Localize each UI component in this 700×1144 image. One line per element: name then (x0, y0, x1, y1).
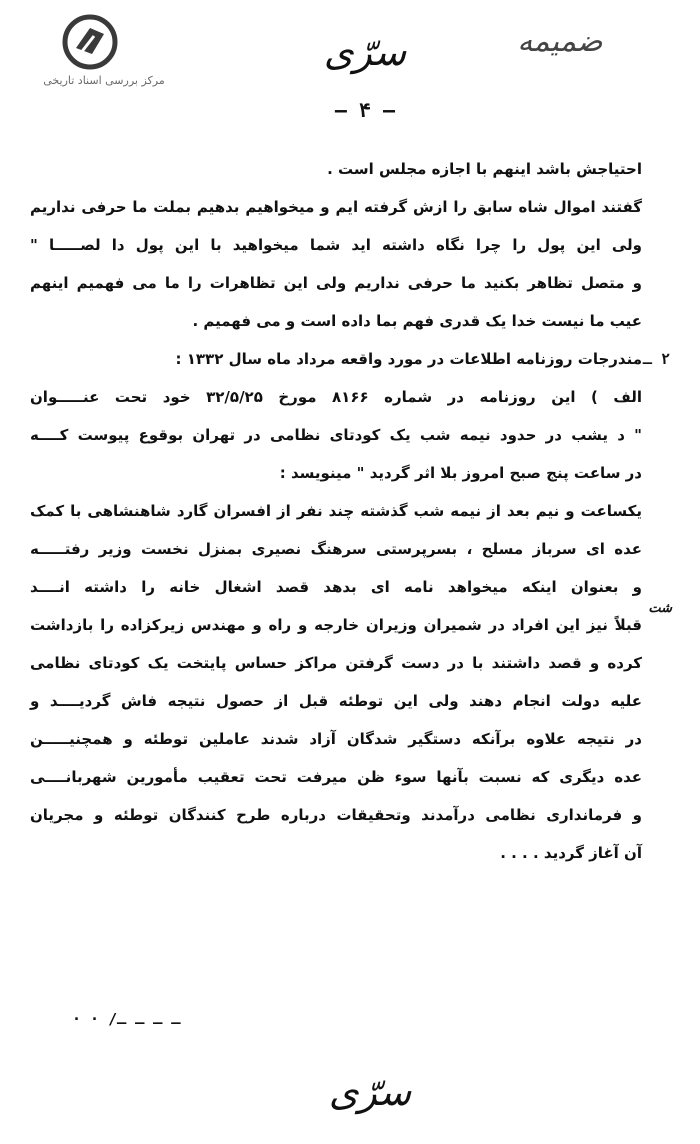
body-line: " د یشب در حدود نیمه شب یک کودتای نظامی در تهران بوقوع پیوست کــــه (30, 426, 642, 444)
trailing-mark: · · /ـ ـ ـ ـ (72, 1010, 181, 1028)
body-line-text: قبلاً نیز این افراد در شمیران وزیران خارجه و راه و مهندس زیرکزاده را بازداشت (30, 616, 642, 634)
document-body (30, 150, 672, 872)
body-line: گفتند اموال شاه سابق را ازش گرفته ایم و میخواهیم بدهیم بملت ما حرفی نداریم (30, 198, 642, 216)
body-line: و بعنوان اینکه میخواهد نامه ای بدهد قصد اشغال خانه را داشته انــــد (30, 578, 642, 596)
body-line: ولی این پول را چرا نگاه داشته اید شما میخواهید با این پول دا لصـــــا " (30, 236, 642, 254)
body-line: عده ای سرباز مسلح ، بسرپرستی سرهنگ نصیری بمنزل نخست وزیر رفتـــــه (30, 540, 642, 558)
body-line-with-margin-note (30, 601, 672, 644)
margin-note: شت (648, 601, 672, 616)
archive-center-logo-icon (62, 14, 118, 70)
classification-stamp-top: سرّی (323, 30, 407, 74)
body-line: یکساعت و نیم بعد از نیمه شب گذشته چند نفر از افسران گارد شاهنشاهی با کمک (30, 502, 642, 520)
body-line: عده دیگری که نسبت بآنها سوء ظن میرفت تحت تعقیب مأمورین شهربانــــی (30, 768, 642, 786)
section-heading: مندرجات روزنامه اطلاعات در مورد واقعه مرداد ماه سال ۱۳۳۲ : (175, 350, 642, 368)
body-line: احتیاجش باشد اینهم با اجازه مجلس است . (327, 160, 642, 178)
body-line: در ساعت پنج صبح امروز بلا اثر گردید " مینویسد : (279, 464, 642, 482)
body-line: علیه دولت انجام دهند ولی این توطئه قبل از حصول نتیجه فاش گردیــــد و (30, 692, 642, 710)
body-line: آن آغاز گردید . . . . (500, 844, 642, 862)
watermark-text: مرکز بررسی اسناد تاریخی (43, 74, 165, 87)
section-heading-line (30, 340, 670, 378)
body-line: الف ) این روزنامه در شماره ۸۱۶۶ مورخ ۳۲/۵/۲۵ خود تحت عنـــــوان (30, 388, 642, 406)
section-number: ۲ ـ (642, 350, 670, 368)
archive-center-logo (14, 14, 194, 87)
page-number: — ۴ — (334, 98, 396, 122)
classification-stamp-bottom: سرّی (328, 1070, 412, 1114)
body-line: و متصل تظاهر بکنید ما حرفی نداریم ولی این تظاهرات را ما می فهمیم اینهم (30, 274, 642, 292)
handwritten-note: ضمیمه (517, 24, 603, 59)
body-line: عیب ما نیست خدا یک قدری فهم بما داده است و می فهمیم . (192, 312, 642, 330)
body-line: در نتیجه علاوه برآنکه دستگیر شدگان آزاد شدند عاملین توطئه و همچنیـــــن (30, 730, 642, 748)
body-line: کرده و قصد داشتند با در دست گرفتن مراکز حساس پایتخت یک کودتای نظامی (30, 654, 642, 672)
body-line: و فرمانداری نظامی درآمدند وتحقیقات درباره طرح کنندگان توطئه و مجریان (30, 806, 642, 824)
